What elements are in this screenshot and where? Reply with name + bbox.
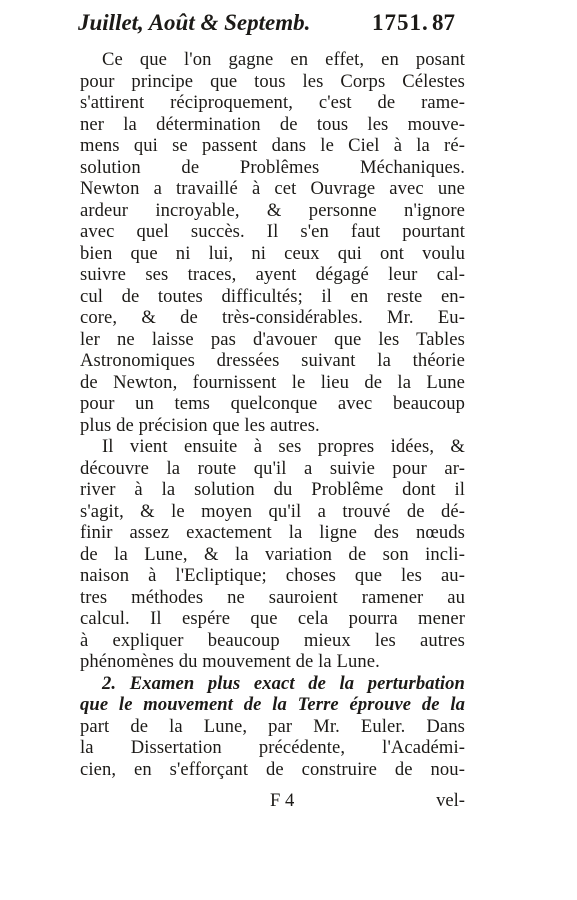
page-header	[78, 10, 478, 42]
body-text	[80, 49, 465, 780]
text-line: la Dissertation précédente, l'Académi-	[80, 737, 465, 758]
text-line: mens qui se passent dans le Ciel à la ré-	[80, 135, 465, 156]
catchword: vel-	[436, 790, 465, 811]
page-footer	[80, 790, 465, 814]
page-number: 87	[432, 10, 455, 35]
text-line: s'attirent réciproquement, c'est de rame-	[80, 92, 465, 113]
text-line: de la Lune, & la variation de son incli-	[80, 543, 465, 565]
text-line: part de la Lune, par Mr. Euler. Dans	[80, 715, 465, 737]
section-heading-line: que le mouvement de la Terre éprouve de la	[80, 694, 465, 715]
text-line: de Newton, fournissent le lieu de la Lune	[80, 371, 465, 393]
signature-mark: F 4	[270, 790, 295, 811]
text-line: Ce que l'on gagne en effet, en posant	[102, 49, 465, 70]
text-line: s'agit, & le moyen qu'il a trouvé de dé-	[80, 500, 465, 522]
text-line: Il vient ensuite à ses propres idées, &	[102, 436, 465, 457]
text-line: Astronomiques dressées suivant la théorie	[80, 350, 465, 371]
text-line: phénomènes du mouvement de la Lune.	[80, 651, 380, 672]
text-line: ler ne laisse pas d'avouer que les Tables	[80, 328, 465, 350]
text-line: ner la détermination de tous les mouve-	[80, 113, 465, 135]
text-line: avec quel succès. Il s'en faut pourtant	[80, 221, 465, 242]
text-line: tres méthodes ne sauroient ramener au	[80, 586, 465, 608]
text-line: pour un tems quelconque avec beaucoup	[80, 393, 465, 414]
text-line: découvre la route qu'il a suivie pour ar-	[80, 457, 465, 479]
running-title: Juillet, Août & Septemb.	[78, 10, 311, 35]
text-line: bien que ni lui, ni ceux qui ont voulu	[80, 242, 465, 264]
text-line: ardeur incroyable, & personne n'ignore	[80, 199, 465, 221]
text-line: calcul. Il espére que cela pourra mener	[80, 608, 465, 629]
text-line: finir assez exactement la ligne des nœuds	[80, 522, 465, 543]
section-heading-line: 2. Examen plus exact de la perturbation	[102, 672, 465, 694]
year: 1751.	[372, 10, 429, 35]
text-line: cien, en s'efforçant de construire de nou-	[80, 758, 465, 780]
text-line: Newton a travaillé à cet Ouvrage avec une	[80, 178, 465, 199]
text-line: suivre ses traces, ayent dégagé leur cal-	[80, 264, 465, 285]
text-line: à expliquer beaucoup mieux les autres	[80, 629, 465, 651]
text-line: core, & de très-considérables. Mr. Eu-	[80, 307, 465, 328]
text-line: river à la solution du Problême dont il	[80, 479, 465, 500]
text-line: plus de précision que les autres.	[80, 414, 320, 436]
text-line: pour principe que tous les Corps Célestes	[80, 70, 465, 92]
text-line: cul de toutes difficultés; il en reste en-	[80, 285, 465, 307]
text-line: naison à l'Ecliptique; choses que les au-	[80, 565, 465, 586]
text-line: solution de Problêmes Méchaniques.	[80, 156, 465, 178]
